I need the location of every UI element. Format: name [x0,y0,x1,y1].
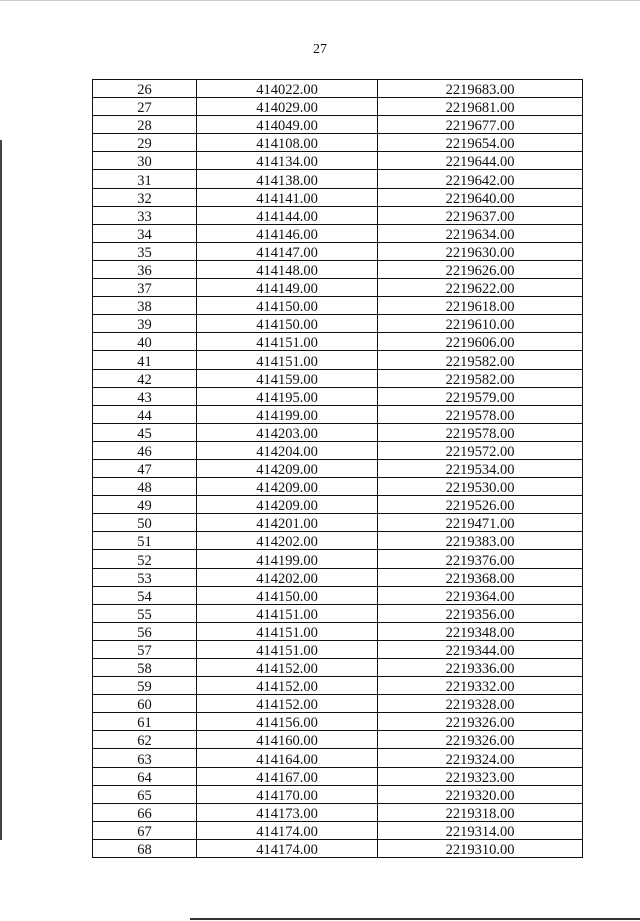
y-coordinate-cell: 2219323.00 [378,767,583,785]
point-number-cell: 57 [93,640,197,658]
table-row [93,152,583,170]
x-coordinate-cell: 414151.00 [197,333,378,351]
y-coordinate-cell: 2219364.00 [378,586,583,604]
y-coordinate-cell: 2219622.00 [378,279,583,297]
table-row [93,423,583,441]
x-coordinate-cell: 414173.00 [197,803,378,821]
table-row [93,315,583,333]
point-number-cell: 40 [93,333,197,351]
coordinates-table [92,79,583,858]
y-coordinate-cell: 2219320.00 [378,785,583,803]
x-coordinate-cell: 414150.00 [197,297,378,315]
table-row [93,677,583,695]
point-number-cell: 47 [93,459,197,477]
table-row [93,224,583,242]
x-coordinate-cell: 414170.00 [197,785,378,803]
x-coordinate-cell: 414195.00 [197,387,378,405]
x-coordinate-cell: 414150.00 [197,586,378,604]
table-row [93,441,583,459]
point-number-cell: 36 [93,260,197,278]
x-coordinate-cell: 414134.00 [197,152,378,170]
table-row [93,695,583,713]
point-number-cell: 46 [93,441,197,459]
table-row [93,514,583,532]
x-coordinate-cell: 414202.00 [197,568,378,586]
x-coordinate-cell: 414160.00 [197,731,378,749]
point-number-cell: 34 [93,224,197,242]
table-row [93,134,583,152]
x-coordinate-cell: 414151.00 [197,640,378,658]
x-coordinate-cell: 414151.00 [197,351,378,369]
x-coordinate-cell: 414108.00 [197,134,378,152]
table-row [93,260,583,278]
y-coordinate-cell: 2219683.00 [378,80,583,98]
x-coordinate-cell: 414147.00 [197,242,378,260]
point-number-cell: 64 [93,767,197,785]
point-number-cell: 33 [93,206,197,224]
y-coordinate-cell: 2219336.00 [378,659,583,677]
y-coordinate-cell: 2219526.00 [378,496,583,514]
y-coordinate-cell: 2219640.00 [378,188,583,206]
page-number: 27 [313,42,327,57]
y-coordinate-cell: 2219579.00 [378,387,583,405]
table-row [93,659,583,677]
table-row [93,785,583,803]
x-coordinate-cell: 414152.00 [197,659,378,677]
point-number-cell: 30 [93,152,197,170]
table-row [93,279,583,297]
point-number-cell: 66 [93,803,197,821]
table-row [93,640,583,658]
point-number-cell: 55 [93,604,197,622]
point-number-cell: 37 [93,279,197,297]
table-row [93,297,583,315]
y-coordinate-cell: 2219618.00 [378,297,583,315]
table-row [93,731,583,749]
x-coordinate-cell: 414152.00 [197,695,378,713]
y-coordinate-cell: 2219318.00 [378,803,583,821]
point-number-cell: 63 [93,749,197,767]
point-number-cell: 42 [93,369,197,387]
y-coordinate-cell: 2219376.00 [378,550,583,568]
y-coordinate-cell: 2219606.00 [378,333,583,351]
y-coordinate-cell: 2219578.00 [378,423,583,441]
coordinates-table-body [93,80,583,858]
table-row [93,188,583,206]
x-coordinate-cell: 414138.00 [197,170,378,188]
x-coordinate-cell: 414151.00 [197,604,378,622]
y-coordinate-cell: 2219642.00 [378,170,583,188]
table-row [93,242,583,260]
x-coordinate-cell: 414151.00 [197,622,378,640]
x-coordinate-cell: 414167.00 [197,767,378,785]
x-coordinate-cell: 414022.00 [197,80,378,98]
table-row [93,622,583,640]
table-row [93,98,583,116]
point-number-cell: 53 [93,568,197,586]
x-coordinate-cell: 414152.00 [197,677,378,695]
x-coordinate-cell: 414146.00 [197,224,378,242]
point-number-cell: 49 [93,496,197,514]
x-coordinate-cell: 414029.00 [197,98,378,116]
y-coordinate-cell: 2219534.00 [378,459,583,477]
point-number-cell: 56 [93,622,197,640]
point-number-cell: 41 [93,351,197,369]
x-coordinate-cell: 414144.00 [197,206,378,224]
y-coordinate-cell: 2219471.00 [378,514,583,532]
x-coordinate-cell: 414174.00 [197,839,378,857]
x-coordinate-cell: 414202.00 [197,532,378,550]
table-row [93,803,583,821]
x-coordinate-cell: 414159.00 [197,369,378,387]
point-number-cell: 45 [93,423,197,441]
table-row [93,369,583,387]
x-coordinate-cell: 414174.00 [197,821,378,839]
scan-edge-top [0,0,640,1]
table-row [93,478,583,496]
y-coordinate-cell: 2219328.00 [378,695,583,713]
table-row [93,568,583,586]
x-coordinate-cell: 414156.00 [197,713,378,731]
y-coordinate-cell: 2219634.00 [378,224,583,242]
y-coordinate-cell: 2219578.00 [378,405,583,423]
point-number-cell: 43 [93,387,197,405]
y-coordinate-cell: 2219626.00 [378,260,583,278]
y-coordinate-cell: 2219344.00 [378,640,583,658]
y-coordinate-cell: 2219572.00 [378,441,583,459]
x-coordinate-cell: 414150.00 [197,315,378,333]
point-number-cell: 51 [93,532,197,550]
table-row [93,116,583,134]
y-coordinate-cell: 2219630.00 [378,242,583,260]
y-coordinate-cell: 2219314.00 [378,821,583,839]
x-coordinate-cell: 414209.00 [197,478,378,496]
x-coordinate-cell: 414209.00 [197,459,378,477]
y-coordinate-cell: 2219677.00 [378,116,583,134]
table-row [93,496,583,514]
y-coordinate-cell: 2219383.00 [378,532,583,550]
table-row [93,767,583,785]
table-row [93,206,583,224]
table-row [93,351,583,369]
y-coordinate-cell: 2219356.00 [378,604,583,622]
table-row [93,459,583,477]
x-coordinate-cell: 414203.00 [197,423,378,441]
point-number-cell: 60 [93,695,197,713]
table-row [93,387,583,405]
point-number-cell: 67 [93,821,197,839]
point-number-cell: 31 [93,170,197,188]
x-coordinate-cell: 414149.00 [197,279,378,297]
x-coordinate-cell: 414204.00 [197,441,378,459]
x-coordinate-cell: 414201.00 [197,514,378,532]
point-number-cell: 26 [93,80,197,98]
table-row [93,550,583,568]
point-number-cell: 29 [93,134,197,152]
table-row [93,586,583,604]
point-number-cell: 50 [93,514,197,532]
point-number-cell: 39 [93,315,197,333]
y-coordinate-cell: 2219681.00 [378,98,583,116]
point-number-cell: 52 [93,550,197,568]
x-coordinate-cell: 414209.00 [197,496,378,514]
y-coordinate-cell: 2219610.00 [378,315,583,333]
point-number-cell: 61 [93,713,197,731]
y-coordinate-cell: 2219368.00 [378,568,583,586]
table-row [93,821,583,839]
y-coordinate-cell: 2219530.00 [378,478,583,496]
x-coordinate-cell: 414049.00 [197,116,378,134]
point-number-cell: 35 [93,242,197,260]
y-coordinate-cell: 2219582.00 [378,351,583,369]
point-number-cell: 32 [93,188,197,206]
point-number-cell: 28 [93,116,197,134]
y-coordinate-cell: 2219637.00 [378,206,583,224]
y-coordinate-cell: 2219326.00 [378,713,583,731]
point-number-cell: 44 [93,405,197,423]
point-number-cell: 48 [93,478,197,496]
y-coordinate-cell: 2219582.00 [378,369,583,387]
y-coordinate-cell: 2219324.00 [378,749,583,767]
point-number-cell: 59 [93,677,197,695]
table-row [93,749,583,767]
y-coordinate-cell: 2219332.00 [378,677,583,695]
point-number-cell: 62 [93,731,197,749]
table-row [93,333,583,351]
x-coordinate-cell: 414148.00 [197,260,378,278]
point-number-cell: 27 [93,98,197,116]
scan-edge-bottom [190,918,640,920]
point-number-cell: 58 [93,659,197,677]
y-coordinate-cell: 2219310.00 [378,839,583,857]
table-row [93,604,583,622]
x-coordinate-cell: 414199.00 [197,550,378,568]
point-number-cell: 54 [93,586,197,604]
x-coordinate-cell: 414199.00 [197,405,378,423]
x-coordinate-cell: 414164.00 [197,749,378,767]
y-coordinate-cell: 2219348.00 [378,622,583,640]
table-row [93,713,583,731]
table-row [93,80,583,98]
y-coordinate-cell: 2219644.00 [378,152,583,170]
scan-edge-left [0,140,2,840]
table-row [93,839,583,857]
y-coordinate-cell: 2219654.00 [378,134,583,152]
table-row [93,532,583,550]
table-row [93,405,583,423]
y-coordinate-cell: 2219326.00 [378,731,583,749]
point-number-cell: 38 [93,297,197,315]
x-coordinate-cell: 414141.00 [197,188,378,206]
point-number-cell: 68 [93,839,197,857]
table-row [93,170,583,188]
point-number-cell: 65 [93,785,197,803]
